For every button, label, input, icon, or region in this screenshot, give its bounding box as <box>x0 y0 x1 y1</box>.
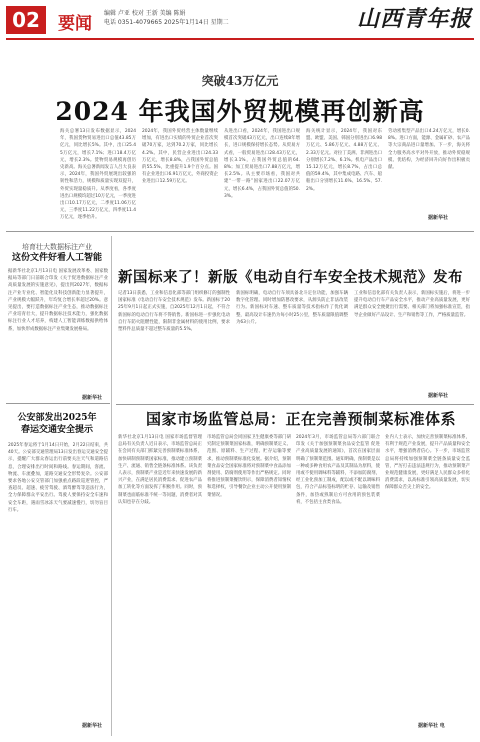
newspaper-logo: 山西青年报 <box>356 6 472 32</box>
article1-col4: 海关统计显示，2024年，我国对东盟、欧盟、美国、韩国分别进出口6.98万亿元、5.86万亿元、4.88万亿元、2.33万亿元。对拉丁美洲、非洲进出口分别增长7.2%、6.1%。机电产品出口15.12万亿元，增长8.7%，占出口总值的59.4%，其中集成电路、汽车、船舶出口分别增长11.6%、16.5%、57.2%。 <box>306 129 382 192</box>
article2-signoff: 据新华社 <box>428 393 449 399</box>
page-number-badge: 02 <box>6 6 46 34</box>
sidebar1-kicker: 培育壮大数据标注产业 <box>22 243 92 251</box>
article1-subhead: 突破43万亿元 <box>201 74 279 88</box>
article3-col2: 市场监管总局会同国家卫生健康委等部门研究制定预制菜国家标准，明确预制菜定义、范围、原辅料、生产过程、贮存运输等要求，推动预制菜标准化发展。据介绍，预制菜食品安全国家标准将对预制菜中食品添加剂使用、防腐剂使用等作出严格规定。同时将推进预制菜餐饮明示，保障消费者知情权和选择权，引导餐饮企业主动公开使用预制菜情况。 <box>207 435 291 498</box>
article3-signoff: 据新华社 电 <box>418 723 445 729</box>
article2-col1: 记者13日获悉，工业和信息化部等部门组织修订的强制性国家标准《电动自行车安全技术规范》发布。新国标于2025年9月1日起正式实施，自2025年12月1日起，不符合新国标的电动自行车将不得销售。新国标进一步强化电动自行车防火阻燃性能，限制非金属材料的使用比例，要求塑料件总质量不超过整车质量的5.5%。 <box>118 291 230 333</box>
sidebar-separator <box>6 403 110 404</box>
section-name: 要闻 <box>58 14 92 34</box>
editor-info-line-2: 电话 0351-4079665 2025年1月14日 星期二 <box>104 19 229 26</box>
article2-col2: 新国标明确，电动自行车须具备北斗定位功能，加强车辆数字化管理。同时增加防篡改要求，从源头防止非法改装行为。新国标对车速、整车质量等技术指标作了优化调整，最高设计车速仍为每小时25公里，整车质量限值调整为63公斤。 <box>236 291 348 325</box>
article3-title: 国家市场监管总局：正在完善预制菜标准体系 <box>146 410 457 428</box>
editor-info <box>104 9 229 27</box>
sidebar2-title-line2: 春运交通安全提示 <box>20 425 93 435</box>
sidebar1-title: 这份文件好看人工智能 <box>11 253 102 263</box>
lead-separator <box>6 231 474 232</box>
article1-col1: 海关总署13日发布数据显示，2024年，我国货物贸易进出口总值43.85万亿元，同比增长5%。其中，出口25.45万亿元，增长7.1%；进口18.4万亿元，增长2.3%。货物贸易规模再创历史新高。海关总署新闻发言人吕大良表示，2024年，我国外贸展现出较强的韧性和活力，规模和质量实现双提升，外贸实现量稳质升。从季度看，各季度进出口规模均超过10万亿元，一季度进出口10.17万亿元，二季度11.06万亿元，三季度11.22万亿元，四季度11.4万亿元，逐季抬升。 <box>60 129 136 221</box>
article3-col3: 2024年3月，市场监管总局等六部门联合印发《关于加强预制菜食品安全监管 促进产业高质量发展的通知》，首次在国家层面明确了预制菜范围。通知明确，预制菜是以一种或多种食用农产品及其制品为原料，使用或不使用调味料等辅料，不添加防腐剂，经工业化预加工制成，配以或不配以调味料包，符合产品标签标明的贮存、运输及销售条件，加热或熟制后方可食用的预包装菜肴，不包括主食类食品。 <box>296 435 380 505</box>
header-rule <box>6 38 474 40</box>
sidebar1-signoff: 据新华社 <box>82 395 103 401</box>
article3-col1: 新华社北京1月13日电 国家市场监督管理总局有关负责人近日表示，市场监管总局正在会同有关部门抓紧完善预制菜标准体系，加快研制预制菜国家标准，推动建立预制菜生产、流通、销售全链条标准体系。该负责人表示，预制菜产业是近年来快速发展的新兴产业，在满足居民消费需求、促进农产品加工转化等方面发挥了积极作用。同时，预制菜也面临标准不统一等问题，消费者对其认知也存在分歧。 <box>118 435 202 505</box>
article3-col4: 业内人士表示，加快完善预制菜标准体系，有利于规范产业发展，提升产品质量和安全水平，增强消费者信心。下一步，市场监管总局将持续加强预制菜全链条质量安全监管，严厉打击违法违规行为，推动预制菜产业规范健康发展，更好满足人民群众多样化消费需求，以高标准引领高质量发展，切实保障群众舌尖上的安全。 <box>385 435 470 491</box>
editor-info-line-1: 编辑 卢亚 校对 王新 美编 陈娟 <box>104 10 186 17</box>
sidebar2-signoff: 据新华社 <box>82 723 103 729</box>
article1-signoff: 据新华社 <box>428 215 449 221</box>
article2-col3: 工业和信息化部有关负责人表示，新国标实施后，将进一步提升电动自行车产品安全水平，推动产业高质量发展，更好满足群众安全便捷出行需要。相关部门将加强标准宣贯，指导企业做好产品设计、生产和销售等工作，严格质量监管。 <box>354 291 470 318</box>
sidebar-divider <box>111 236 112 736</box>
sidebar2-body: 2025年春运将于1月14日开始，2月22日结束，共40天。公安部交通管理局13日发出春运交通安全提示，提醒广大群众春运出行前要关注天气和道路信息，合理安排出行时间和路线。春运期间，客流、物流、车流叠加，道路交通安全形势复杂。公安部要求各地公安交管部门加强重点路段巡逻管控，严查超员、超速、疲劳驾驶、酒驾醉驾等违法行为，全力保障群众平安出行。驾驶人要保持安全车速和安全车距，遇雨雪冰冻天气要减速慢行，切勿盲目行车。 <box>8 443 108 513</box>
article2-title: 新国标来了！新版《电动自行车安全技术规范》发布 <box>118 269 463 286</box>
article1-col3: 从进出口看，2024年，我国进出口规模首次突破43万亿元，出口连续8年增长，进口规模保持增长态势。从贸易方式看，一般贸易进出口28.43万亿元，增长3.1%，占我国外贸总值的64.8%；加工贸易进出口7.88万亿元，增长2.5%。从主要市场看，我国对共建“一带一路”国家进出口22.07万亿元，增长6.4%，占我国外贸总值的50.3%。 <box>224 129 300 199</box>
article1-col5: 劳动密集型产品出口4.24万亿元，增长0.8%。进口方面，能源、金属矿砂、农产品等大宗商品进口量增加。下一步，海关将全力服务高水平对外开放，推动外贸稳规模、优结构，为经济回升向好作出积极贡献。 <box>388 129 470 171</box>
sidebar1-body: 据新华社北京1月13日电 国家发展改革委、国家数据局等部门日前联合印发《关于促进数据标注产业高质量发展的实施意见》，提出到2027年，数据标注产业专业化、智能化及科技创新能力显著提升，产业规模大幅跃升，年均复合增长率超过20%。意见提出，要打造数据标注产业生态，推动数据标注产业培育壮大，提升数据标注技术能力，强化数据标注行业人才培养，构建人工智能训练数据供给体系，加快形成数据标注产业集聚发展格局。 <box>8 269 108 332</box>
article1-title: 2024 年我国外贸规模再创新高 <box>55 97 425 126</box>
article1-col2: 2024年，我国外贸经营主体数量继续增加，有进出口实绩的外贸企业首次突破70万家，达到70.2万家，同比增长4.2%。其中，民营企业进出口24.33万亿元，增长8.8%，占我国外贸总值的55.5%，比重提升1.9个百分点。国有企业进出口6.91万亿元，外商投资企业进出口12.59万亿元。 <box>142 129 218 185</box>
article2-separator <box>116 404 474 405</box>
sidebar2-title-line1: 公安部发出2025年 <box>17 413 97 423</box>
